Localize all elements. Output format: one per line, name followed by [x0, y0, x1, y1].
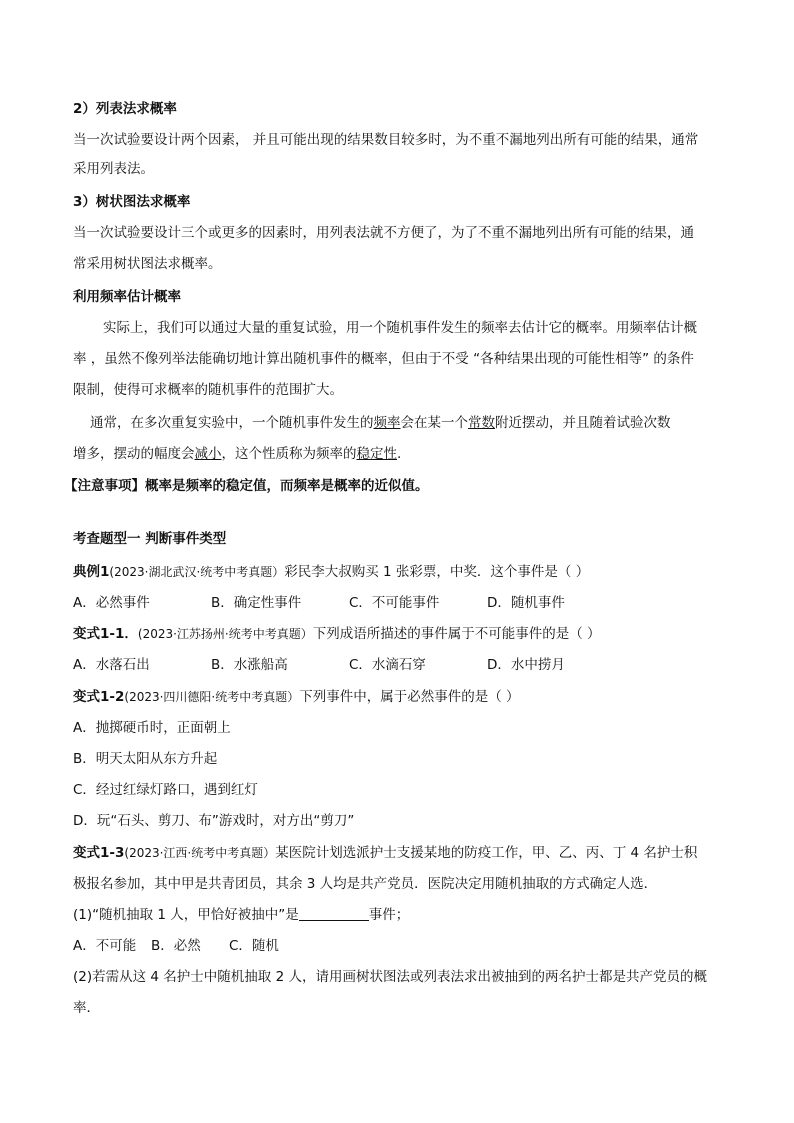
question-4-options: [73, 937, 725, 955]
question-4-source: (2023·江西·统考中考真题）: [124, 846, 276, 860]
question-2-option-d: D．水中捞月: [487, 657, 565, 673]
term-frequency: 频率: [373, 415, 401, 431]
question-3-option-b: B．明天太阳从东方升起: [73, 751, 218, 767]
question-4-sub2-line1: (2)若需从这 4 名护士中随机抽取 2 人，请用画树状图法或列表法求出被抽到的两名护士都是共产党员的概: [73, 969, 707, 985]
paragraph-list-method-line1: 当一次试验要设计两个因素， 并且可能出现的结果数目较多时，为不重不漏地列出所有可能的结果，通常: [73, 132, 699, 148]
question-2-option-b: B．水涨船高: [211, 657, 288, 673]
heading-list-method: 2）列表法求概率: [73, 101, 177, 117]
question-1-option-c: C．不可能事件: [349, 595, 440, 611]
question-3-option-d: D．玩“石头、剪刀、布”游戏时，对方出“剪刀”: [73, 813, 355, 829]
question-1-option-b: B．确定性事件: [211, 595, 302, 611]
question-2-source: (2023·江苏扬州·统考中考真题）: [137, 627, 313, 641]
question-1-option-a: A．必然事件: [73, 595, 150, 611]
question-1-options: [73, 594, 725, 612]
question-4-option-c: C．随机: [229, 938, 279, 954]
note-text: 概率是频率的稳定值，而频率是概率的近似值。: [145, 478, 429, 494]
term-decrease: 减小: [194, 446, 222, 462]
paragraph-list-method-line2: 采用列表法。: [73, 161, 154, 177]
question-3-option-c: C．经过红绿灯路口，遇到红灯: [73, 782, 258, 798]
heading-frequency-estimate: 利用频率估计概率: [73, 289, 181, 305]
question-4-option-a: A．不可能: [73, 938, 137, 954]
question-4-option-b: B．必然: [151, 938, 201, 954]
paragraph-frequency-line3: 限制，使得可求概率的随机事件的范围扩大。: [73, 382, 343, 398]
note-label: 【注意事项】: [64, 478, 145, 494]
paragraph-stability-line2: 增多，摆动的幅度会减小，这个性质称为频率的稳定性.: [73, 446, 402, 462]
question-1-label: 典例1: [73, 564, 110, 580]
question-3-source: (2023·四川德阳·统考中考真题）: [124, 690, 300, 704]
question-1-source: (2023·湖北武汉·统考中考真题）: [109, 565, 285, 579]
question-2-label: 变式1-1．: [73, 626, 138, 642]
question-2-option-c: C．水滴石穿: [349, 657, 426, 673]
paragraph-stability-line1: 通常，在多次重复实验中，一个随机事件发生的频率会在某一个常数附近摆动，并且随着试验次数: [90, 415, 671, 431]
term-constant: 常数: [468, 415, 495, 431]
question-3-label: 变式1-2: [73, 689, 125, 705]
question-1-option-d: D．随机事件: [487, 595, 565, 611]
term-stability: 稳定性: [356, 446, 397, 462]
question-3-stem: 变式1-2(2023·四川德阳·统考中考真题）下列事件中，属于必然事件的是（ ）: [73, 689, 520, 705]
question-1-stem: 典例1(2023·湖北武汉·统考中考真题）彩民李大叔购买 1 张彩票，中奖．这个事件是（ ）: [73, 564, 590, 580]
question-4-sub2-line2: 率．: [73, 1000, 100, 1016]
answer-blank: [299, 906, 369, 921]
question-4-stem-line1: 变式1-3(2023·江西·统考中考真题）某医院计划选派护士支援某地的防疫工作，甲、乙、丙、丁 4 名护士积: [73, 845, 698, 861]
question-4-label: 变式1-3: [73, 845, 125, 861]
question-2-stem: 变式1-1．(2023·江苏扬州·统考中考真题）下列成语所描述的事件属于不可能事件的是（ ）: [73, 626, 601, 642]
question-2-options: [73, 656, 725, 674]
question-4-stem-line2: 极报名参加，其中甲是共青团员，其余 3 人均是共产党员．医院决定用随机抽取的方式确定人选．: [73, 876, 658, 892]
section-title: 考查题型一 判断事件类型: [73, 531, 227, 547]
paragraph-frequency-line2: 率 ，虽然不像列举法能确切地计算出随机事件的概率，但由于不受 “各种结果出现的可能性相等” 的条件: [73, 351, 694, 367]
question-4-sub1: (1)“随机抽取 1 人，甲恰好被抽中”是 事件；: [73, 907, 410, 923]
paragraph-frequency-line1: 实际上，我们可以通过大量的重复试验，用一个随机事件发生的频率去估计它的概率。用频率估计概: [103, 320, 697, 336]
question-3-option-a: A．抛掷硬币时，正面朝上: [73, 720, 231, 736]
heading-tree-method: 3）树状图法求概率: [73, 194, 191, 210]
paragraph-tree-method-line1: 当一次试验要设计三个或更多的因素时，用列表法就不方便了，为了不重不漏地列出所有可能的结果，通: [73, 225, 694, 241]
question-2-option-a: A．水落石出: [73, 657, 150, 673]
note-box: [64, 477, 716, 495]
paragraph-tree-method-line2: 常采用树状图法求概率。: [73, 256, 222, 272]
